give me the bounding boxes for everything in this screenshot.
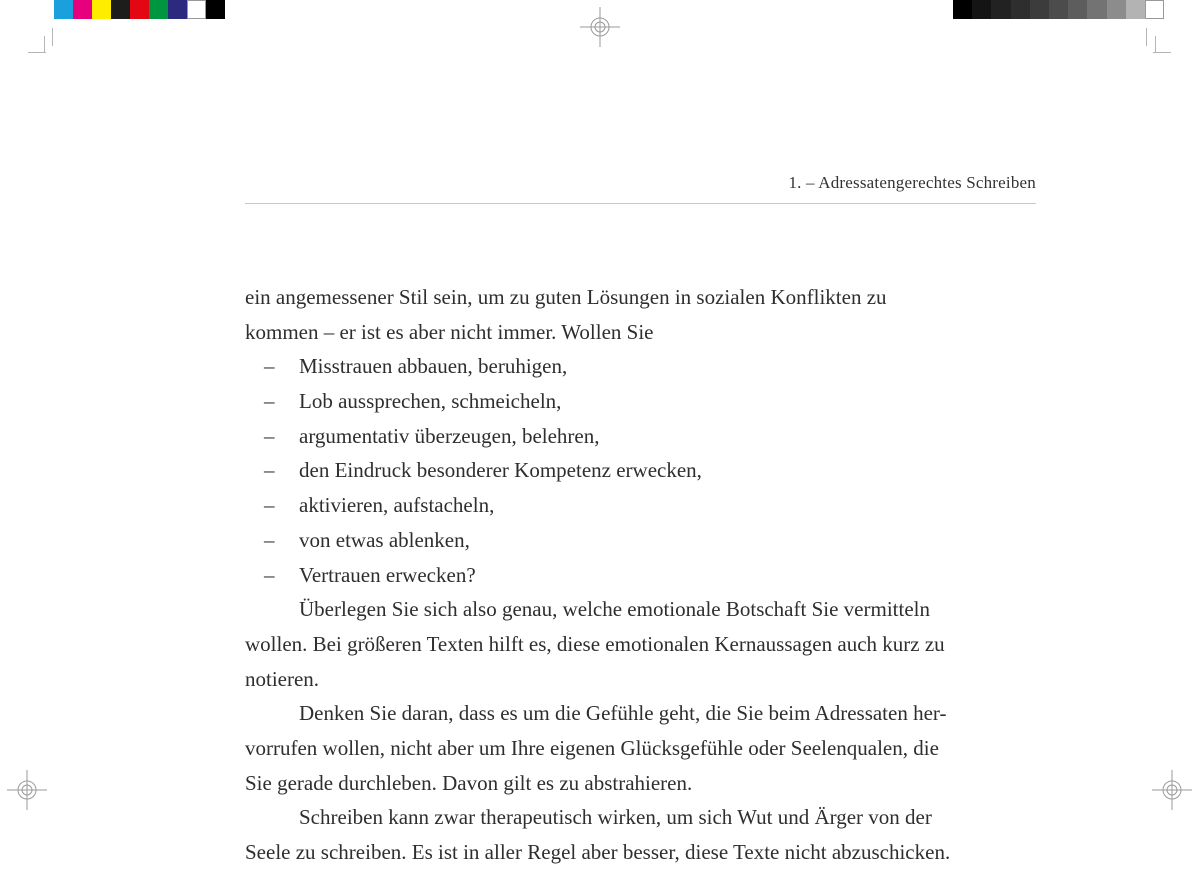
paragraph-line: notieren. [245,666,320,691]
gray-swatch [991,0,1010,19]
list-item-text: Vertrauen erwecken? [299,562,476,587]
color-swatch [187,0,206,19]
list-dash: – [264,493,275,518]
list-dash: – [264,354,275,379]
gray-swatch [972,0,991,19]
gray-swatch [1126,0,1145,19]
registration-mark-right-icon [1152,770,1192,810]
crop-mark-top-right-vertical [1146,28,1147,46]
header-rule [245,203,1036,204]
gray-swatch [1030,0,1049,19]
crop-mark-top-right-horizontal [1153,52,1171,53]
color-swatch [73,0,92,19]
intro-line: kommen – er ist es aber nicht immer. Wollen Sie [245,319,654,344]
running-header: 1. – Adressatengerechtes Schreiben [788,173,1036,192]
paragraph-line: Schreiben kann zwar therapeutisch wirken, um sich Wut und Ärger von der [299,805,932,830]
crop-mark-top-left-horizontal [28,52,46,53]
paragraph-line: Seele zu schreiben. Es ist in aller Regel aber besser, diese Texte nicht abzuschicken. [245,840,951,864]
color-swatch [111,0,130,19]
color-calibration-bar-left [54,0,225,19]
color-swatch [206,0,225,19]
grayscale-calibration-bar-right [953,0,1164,19]
intro-line: ein angemessener Stil sein, um zu guten Lösungen in sozialen Konflikten zu [245,285,887,309]
gray-swatch [1011,0,1030,19]
gray-swatch [1068,0,1087,19]
list-item-text: argumentativ überzeugen, belehren, [299,423,600,448]
paragraph-line: Denken Sie daran, dass es um die Gefühle geht, die Sie beim Adressaten her- [299,701,947,726]
list-dash: – [264,562,275,587]
list-item [245,523,1036,558]
paragraph-line: Sie gerade durchleben. Davon gilt es zu abstrahieren. [245,770,693,795]
list-dash: – [264,423,275,448]
gray-swatch [953,0,972,19]
crop-mark-top-left-inner [44,36,45,52]
registration-mark-left-icon [7,770,47,810]
paragraph-line: wollen. Bei größeren Texten hilft es, diese emotionalen Kernaussagen auch kurz zu [245,631,945,656]
paragraph-line: Überlegen Sie sich also genau, welche emotionale Botschaft Sie vermitteln [299,597,930,622]
list-item-text: Misstrauen abbauen, beruhigen, [299,354,568,379]
gray-swatch [1049,0,1068,19]
list-item [245,349,1036,384]
color-swatch [168,0,187,19]
gray-swatch [1087,0,1106,19]
list-item [245,419,1036,454]
color-swatch [54,0,73,19]
list-item [245,453,1036,488]
color-swatch [149,0,168,19]
list-item-text: den Eindruck besonderer Kompetenz erwecken, [299,458,702,483]
gray-swatch [1107,0,1126,19]
crop-mark-top-right-inner [1155,36,1156,52]
list-item [245,558,1036,593]
list-dash: – [264,527,275,552]
list-dash: – [264,389,275,414]
list-item-text: Lob aussprechen, schmeicheln, [299,389,562,414]
gray-swatch [1145,0,1164,19]
list-item [245,384,1036,419]
list-dash: – [264,458,275,483]
list-item-text: aktivieren, aufstacheln, [299,493,495,518]
crop-mark-top-left-vertical [52,28,53,46]
paragraph-line: vorrufen wollen, nicht aber um Ihre eigenen Glücksgefühle oder Seelenqualen, die [245,735,939,760]
color-swatch [130,0,149,19]
page-body [245,280,1036,870]
list-item [245,488,1036,523]
color-swatch [92,0,111,19]
registration-mark-top-icon [580,7,620,47]
list-item-text: von etwas ablenken, [299,527,470,552]
